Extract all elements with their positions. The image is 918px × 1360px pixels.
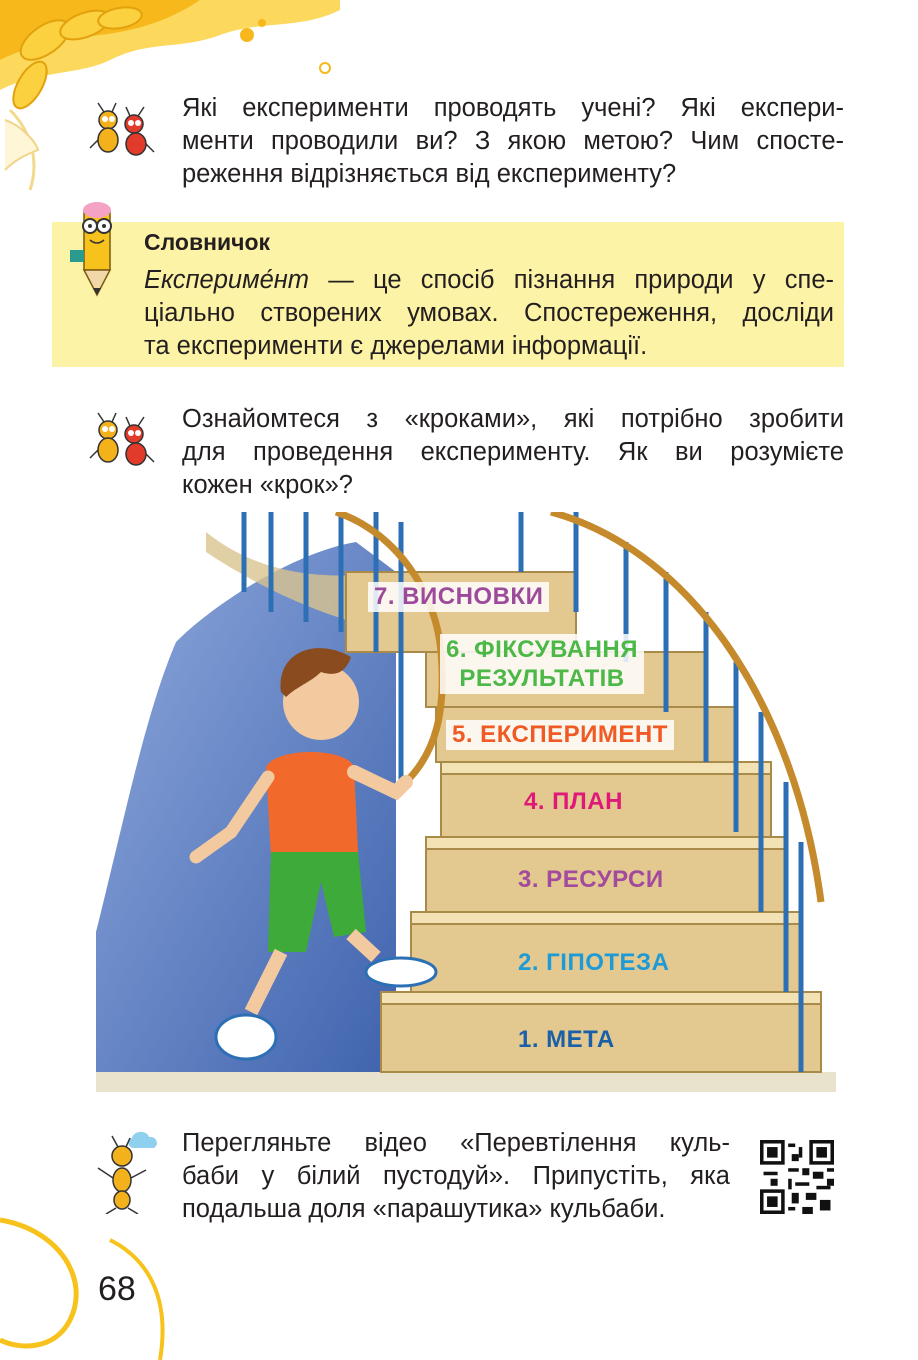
- step-1-label: 1. МЕТА: [518, 1026, 615, 1053]
- glossary-definition: [144, 264, 834, 363]
- text-line: Перегляньте відео «Перевтілення куль-: [182, 1129, 730, 1157]
- text-line: кожен «крок»?: [182, 471, 353, 499]
- text-line: подальша доля «парашутика» кульбаби.: [182, 1195, 666, 1223]
- text-line: баби у білий пустодуй». Припустіть, яка: [182, 1162, 730, 1190]
- pencil-character-icon: [62, 200, 132, 300]
- step-4-label: 4. ПЛАН: [524, 788, 623, 815]
- text-line: [144, 264, 834, 297]
- qr-code-icon[interactable]: [760, 1140, 834, 1214]
- ants-pair-icon: [86, 410, 158, 468]
- steps-questions: [182, 403, 844, 502]
- swirl-decoration-icon: [0, 1200, 190, 1360]
- text-line: для проведення експерименту. Як ви розумієте: [182, 438, 844, 466]
- text-line: та експерименти є джерелами інформації.: [144, 332, 648, 360]
- page-number: 68: [98, 1270, 136, 1308]
- text-line: Які експерименти проводять учені? Які експери-: [182, 94, 844, 122]
- step-2-label: 2. ГІПОТЕЗА: [518, 949, 670, 976]
- step-3-label: 3. РЕСУРСИ: [518, 866, 664, 893]
- term-definition: — це спосіб пізнання природи у спе-: [309, 266, 834, 294]
- step-7-label: 7. ВИСНОВКИ: [368, 582, 549, 612]
- glossary-term: Експериме́нт: [144, 266, 310, 294]
- step-6-line-1: 6. ФІКСУВАННЯ: [446, 636, 638, 663]
- video-task: [182, 1127, 730, 1226]
- text-line: Ознайомтеся з «кроками», які потрібно зробити: [182, 405, 844, 433]
- glossary-title: Словничок: [144, 229, 271, 255]
- text-line: менти проводили ви? З якою метою? Чим спосте-: [182, 127, 844, 155]
- text-line: реження відрізняється від експерименту?: [182, 160, 677, 188]
- step-6-line-2: РЕЗУЛЬТАТІВ: [459, 665, 625, 692]
- step-6-label: [440, 634, 644, 694]
- ants-pair-icon: [86, 100, 158, 158]
- intro-questions: [182, 92, 844, 191]
- step-5-label: 5. ЕКСПЕРИМЕНТ: [446, 720, 674, 750]
- text-line: ціально створених умовах. Спостереження, досліди: [144, 299, 834, 327]
